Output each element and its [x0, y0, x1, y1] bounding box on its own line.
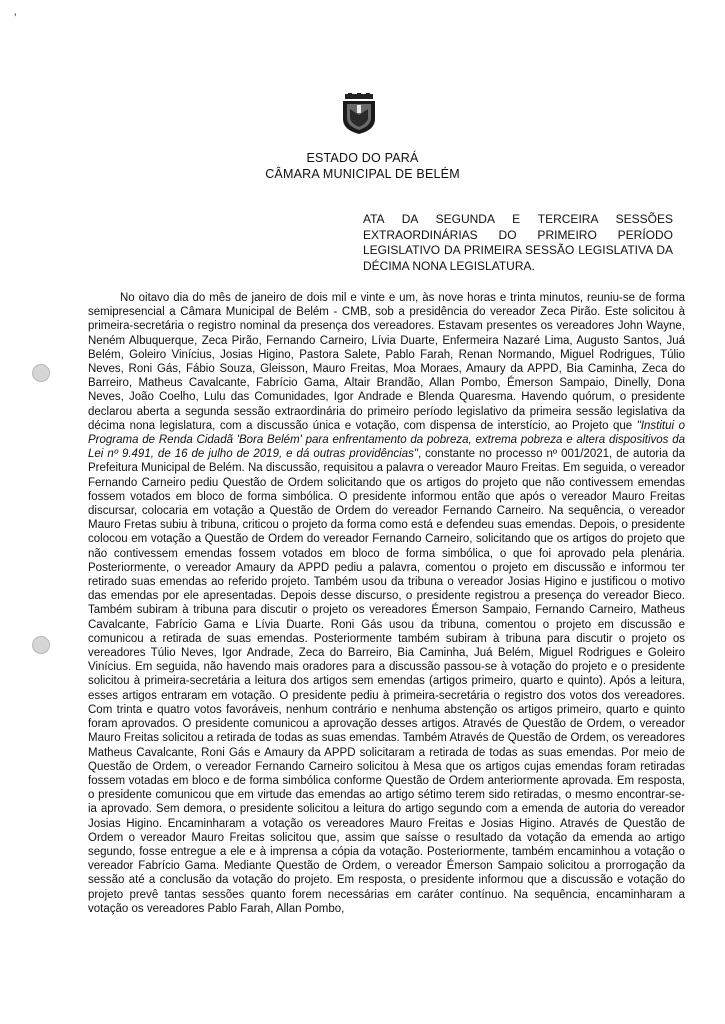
- page-corner-mark: ’: [14, 12, 17, 24]
- punch-hole-bottom: [32, 636, 50, 654]
- body-part-2: , constante no processo nº 001/2021, de autoria da Prefeitura Municipal de Belém. Na discussão, requisitou a palavra o vereador Mauro Freitas. Em seguida, o vereador Fernando Carneiro pediu Questão de Ordem solicitando que os artigos do projeto que não contivessem emendas fossem votados em bloco de forma simbólica. O presidente informou então que após o vereador Mauro Freitas discursar, colocaria em votação a Questão de Ordem do vereador Fernando Carneiro. Na sequência, o vereador Mauro Fretas subiu à tribuna, criticou o projeto da forma como está e defendeu suas emendas. Depois, o presidente colocou em votação a Questão de Ordem do vereador Fernando Carneiro, solicitando que os artigos do projeto que não contivessem emendas fossem votados em bloco de forma simbólica, o que foi aprovado pela plenária. Posteriormente, o vereador Amaury da APPD pediu a palavra, comentou o projeto em discussão e informou ter retirado suas emendas ao referido projeto. Também usou da tribuna o vereador Josias Higino e justificou o motivo das emendas por ele apresentadas. Depois desse discurso, o presidente registrou a presença do vereador Bieco. Também subiram à tribuna para discutir o projeto os vereadores Émerson Sampaio, Fernando Carneiro, Matheus Cavalcante, Fabrício Gama e Lívia Duarte. Roni Gás usou da tribuna, comentou o projeto em discussão e comunicou a retirada de suas emendas. Posteriormente também subiram à tribuna para discutir o projeto os vereadores Túlio Neves, Igor Andrade, Zeca do Barreiro, Bia Caminha, Juá Belém, Miguel Rodrigues e Goleiro Vinícius. Em seguida, não havendo mais oradores para a discussão passou-se à votação do projeto e o presidente solicitou à primeira-secretária a leitura dos artigos sem emendas (artigos primeiro, quarto e quinto). Após a leitura, esses artigos entraram em votação. O presidente pediu à primeira-secretária o registro dos votos dos vereadores. Com trinta e quatro votos favoráveis, nenhum contrário e nenhuma abstenção os artigos primeiro, quarto e quinto foram aprovados. O presidente comunicou a aprovação desses artigos. Através de Questão de Ordem, o vereador Mauro Freitas solicitou a retirada de todas as suas emendas. Também Através de Questão de Ordem, os vereadores Matheus Cavalcante, Roni Gás e Amaury da APPD solicitaram a retirada de todas as suas emendas. Por meio de Questão de Ordem, o vereador Fernando Carneiro solicitou à Mesa que os artigos cujas emendas foram retiradas fossem votadas em bloco e de forma simbólica conforme Questão de Ordem anteriormente aprovada. Em resposta, o presidente comunicou que em virtude das emendas ao artigo sétimo terem sido retiradas, o mesmo encontrar-se-ia aprovado. Sem demora, o presidente solicitou a leitura do artigo segundo com a emenda de autoria do vereador Josias Higino. Encaminharam a votação os vereadores Mauro Freitas e Josias Higino. Através de Questão de Ordem o vereador Mauro Freitas solicitou que, assim que saísse o resultado da votação da emenda ao artigo segundo, fosse entregue a ele e à imprensa a cópia da votação. Posteriormente, também encaminhou a votação o vereador Fabrício Gama. Mediante Questão de Ordem, o vereador Émerson Sampaio solicitou a prorrogação da sessão até a conclusão da votação do projeto. Em resposta, o presidente informou que a discussão e votação do projeto prevê tantas sessões quanto forem necessárias em caráter contínuo. Na sequência, encaminharam a votação os vereadores Pablo Farah, Allan Pombo,: [88, 448, 685, 915]
- punch-hole-top: [32, 364, 50, 382]
- minutes-title: ATA DA SEGUNDA E TERCEIRA SESSÕES EXTRAORDINÁRIAS DO PRIMEIRO PERÍODO LEGISLATIVO DA PRIMEIRA SESSÃO LEGISLATIVA DA DÉCIMA NONA LEGISLATURA.: [363, 212, 673, 273]
- body-part-1: No oitavo dia do mês de janeiro de dois mil e vinte e um, às nove horas e trinta minutos, reuniu-se de forma semipresencial a Câmara Municipal de Belém - CMB, sob a presidência do vereador Zeca Pirão. Este solicitou à primeira-secretária o registro nominal da presença dos vereadores. Estavam presentes os vereadores John Wayne, Neném Albuquerque, Zeca Pirão, Fernando Carneiro, Lívia Duarte, Enfermeira Nazaré Lima, Augusto Santos, Juá Belém, Goleiro Vinícius, Josias Higino, Pastora Salete, Pablo Farah, Renan Normando, Miguel Rodrigues, Túlio Neves, Roni Gás, Fábio Souza, Gleisson, Mauro Freitas, Moa Moraes, Amaury da APPD, Bia Caminha, Zeca do Barreiro, Matheus Cavalcante, Fabrício Gama, Altair Brandão, Allan Pombo, Émerson Sampaio, Dinelly, Dona Neves, João Coelho, Lulu das Comunidades, Igor Andrade e Blenda Quaresma. Havendo quórum, o presidente declarou aberta a segunda sessão extraordinária do primeiro período legislativo da primeira sessão legislativa da décima nona legislatura, com a discussão única e votação, com dispensa de interstício, ao Projeto que: [88, 292, 685, 432]
- minutes-body: [88, 291, 685, 916]
- chamber-name: CÂMARA MUNICIPAL DE BELÉM: [265, 167, 460, 181]
- document-header: [0, 150, 725, 182]
- project-title: "Institui o Programa de Renda Cidadã 'Bora Belém' para enfrentamento da pobreza, extrema pobreza e altera dispositivos da Lei nº 9.491, de 16 de julho de 2019, e dá outras providências": [88, 419, 685, 461]
- coat-of-arms-icon: [341, 93, 377, 135]
- state-name: ESTADO DO PARÁ: [306, 151, 419, 165]
